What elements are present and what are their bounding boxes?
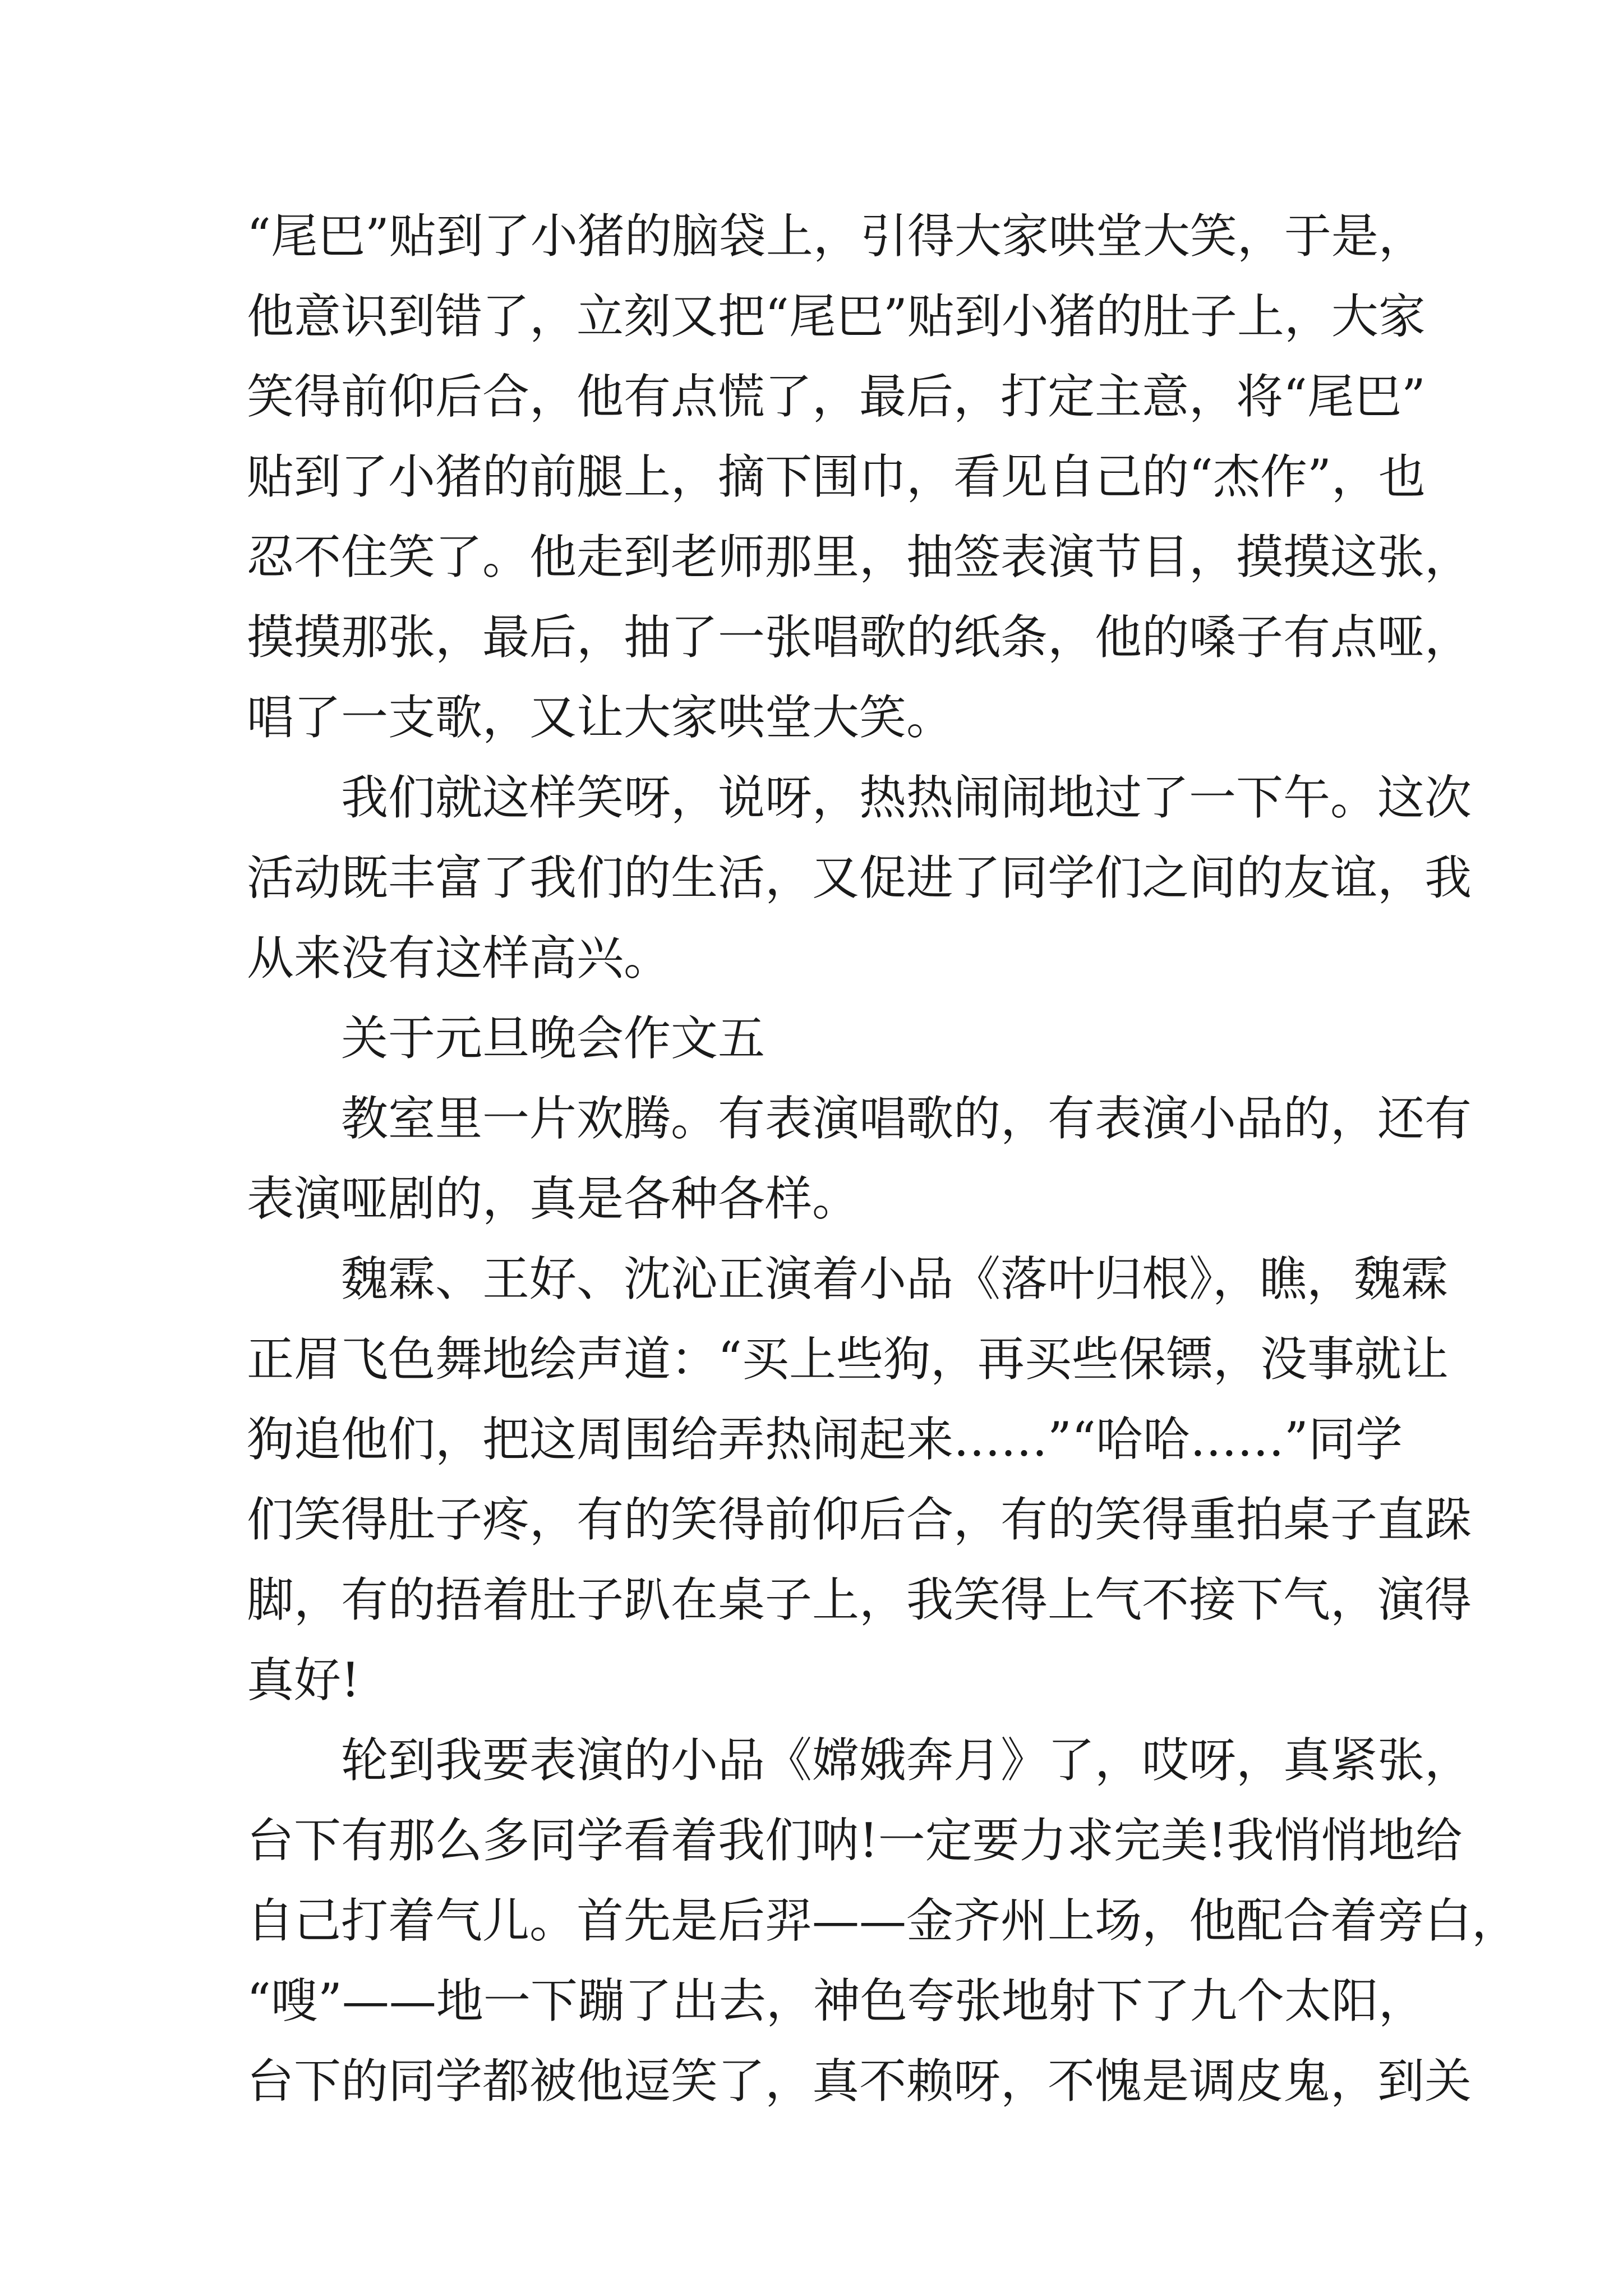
text-line: 魏霖、王好、沈沁正演着小品《落叶归根》，瞧，魏霖 — [341, 1251, 1449, 1306]
text-line: 台下的同学都被他逗笑了，真不赖呀，不愧是调皮鬼，到关 — [247, 2054, 1472, 2109]
text-line: 活动既丰富了我们的生活，又促进了同学们之间的友谊，我 — [247, 850, 1472, 905]
body-text — [247, 196, 1519, 2122]
text-line: 我们就这样笑呀，说呀，热热闹闹地过了一下午。这次 — [341, 770, 1472, 825]
text-line: 关于元旦晚会作文五 — [341, 1011, 766, 1066]
text-line: 们笑得肚子疼，有的笑得前仰后合，有的笑得重拍桌子直跺 — [247, 1492, 1472, 1547]
text-line: 从来没有这样高兴。 — [247, 931, 671, 986]
text-line: 自己打着气儿。首先是后羿——金齐州上场，他配合着旁白， — [247, 1893, 1519, 1948]
text-line: 真好! — [247, 1653, 360, 1708]
text-line: 狗追他们，把这周围给弄热闹起来……”“哈哈……”同学 — [247, 1412, 1403, 1467]
text-line: 摸摸那张，最后，抽了一张唱歌的纸条，他的嗓子有点哑， — [247, 610, 1472, 665]
text-line: 贴到了小猪的前腿上，摘下围巾，看见自己的“杰作”，也 — [247, 449, 1426, 504]
text-line: “尾巴”贴到了小猪的脑袋上，引得大家哄堂大笑，于是， — [247, 209, 1426, 264]
text-line: 唱了一支歌，又让大家哄堂大笑。 — [247, 690, 954, 745]
text-line: 表演哑剧的，真是各种各样。 — [247, 1171, 860, 1226]
text-line: 轮到我要表演的小品《嫦娥奔月》了，哎呀，真紧张， — [341, 1733, 1472, 1788]
text-line: 教室里一片欢腾。有表演唱歌的，有表演小品的，还有 — [341, 1091, 1472, 1146]
text-line: 笑得前仰后合，他有点慌了，最后，打定主意，将“尾巴” — [247, 369, 1426, 424]
text-line: 脚，有的捂着肚子趴在桌子上，我笑得上气不接下气，演得 — [247, 1572, 1472, 1627]
text-line: 忍不住笑了。他走到老师那里，抽签表演节目，摸摸这张， — [247, 530, 1472, 585]
text-line: 正眉飞色舞地绘声道：“买上些狗，再买些保镖，没事就让 — [247, 1332, 1449, 1387]
text-line: 台下有那么多同学看着我们呐!一定要力求完美!我悄悄地给 — [247, 1813, 1463, 1868]
text-line: “嗖”——地一下蹦了出去，神色夸张地射下了九个太阳， — [247, 1973, 1426, 2028]
text-line: 他意识到错了，立刻又把“尾巴”贴到小猪的肚子上，大家 — [247, 289, 1426, 344]
